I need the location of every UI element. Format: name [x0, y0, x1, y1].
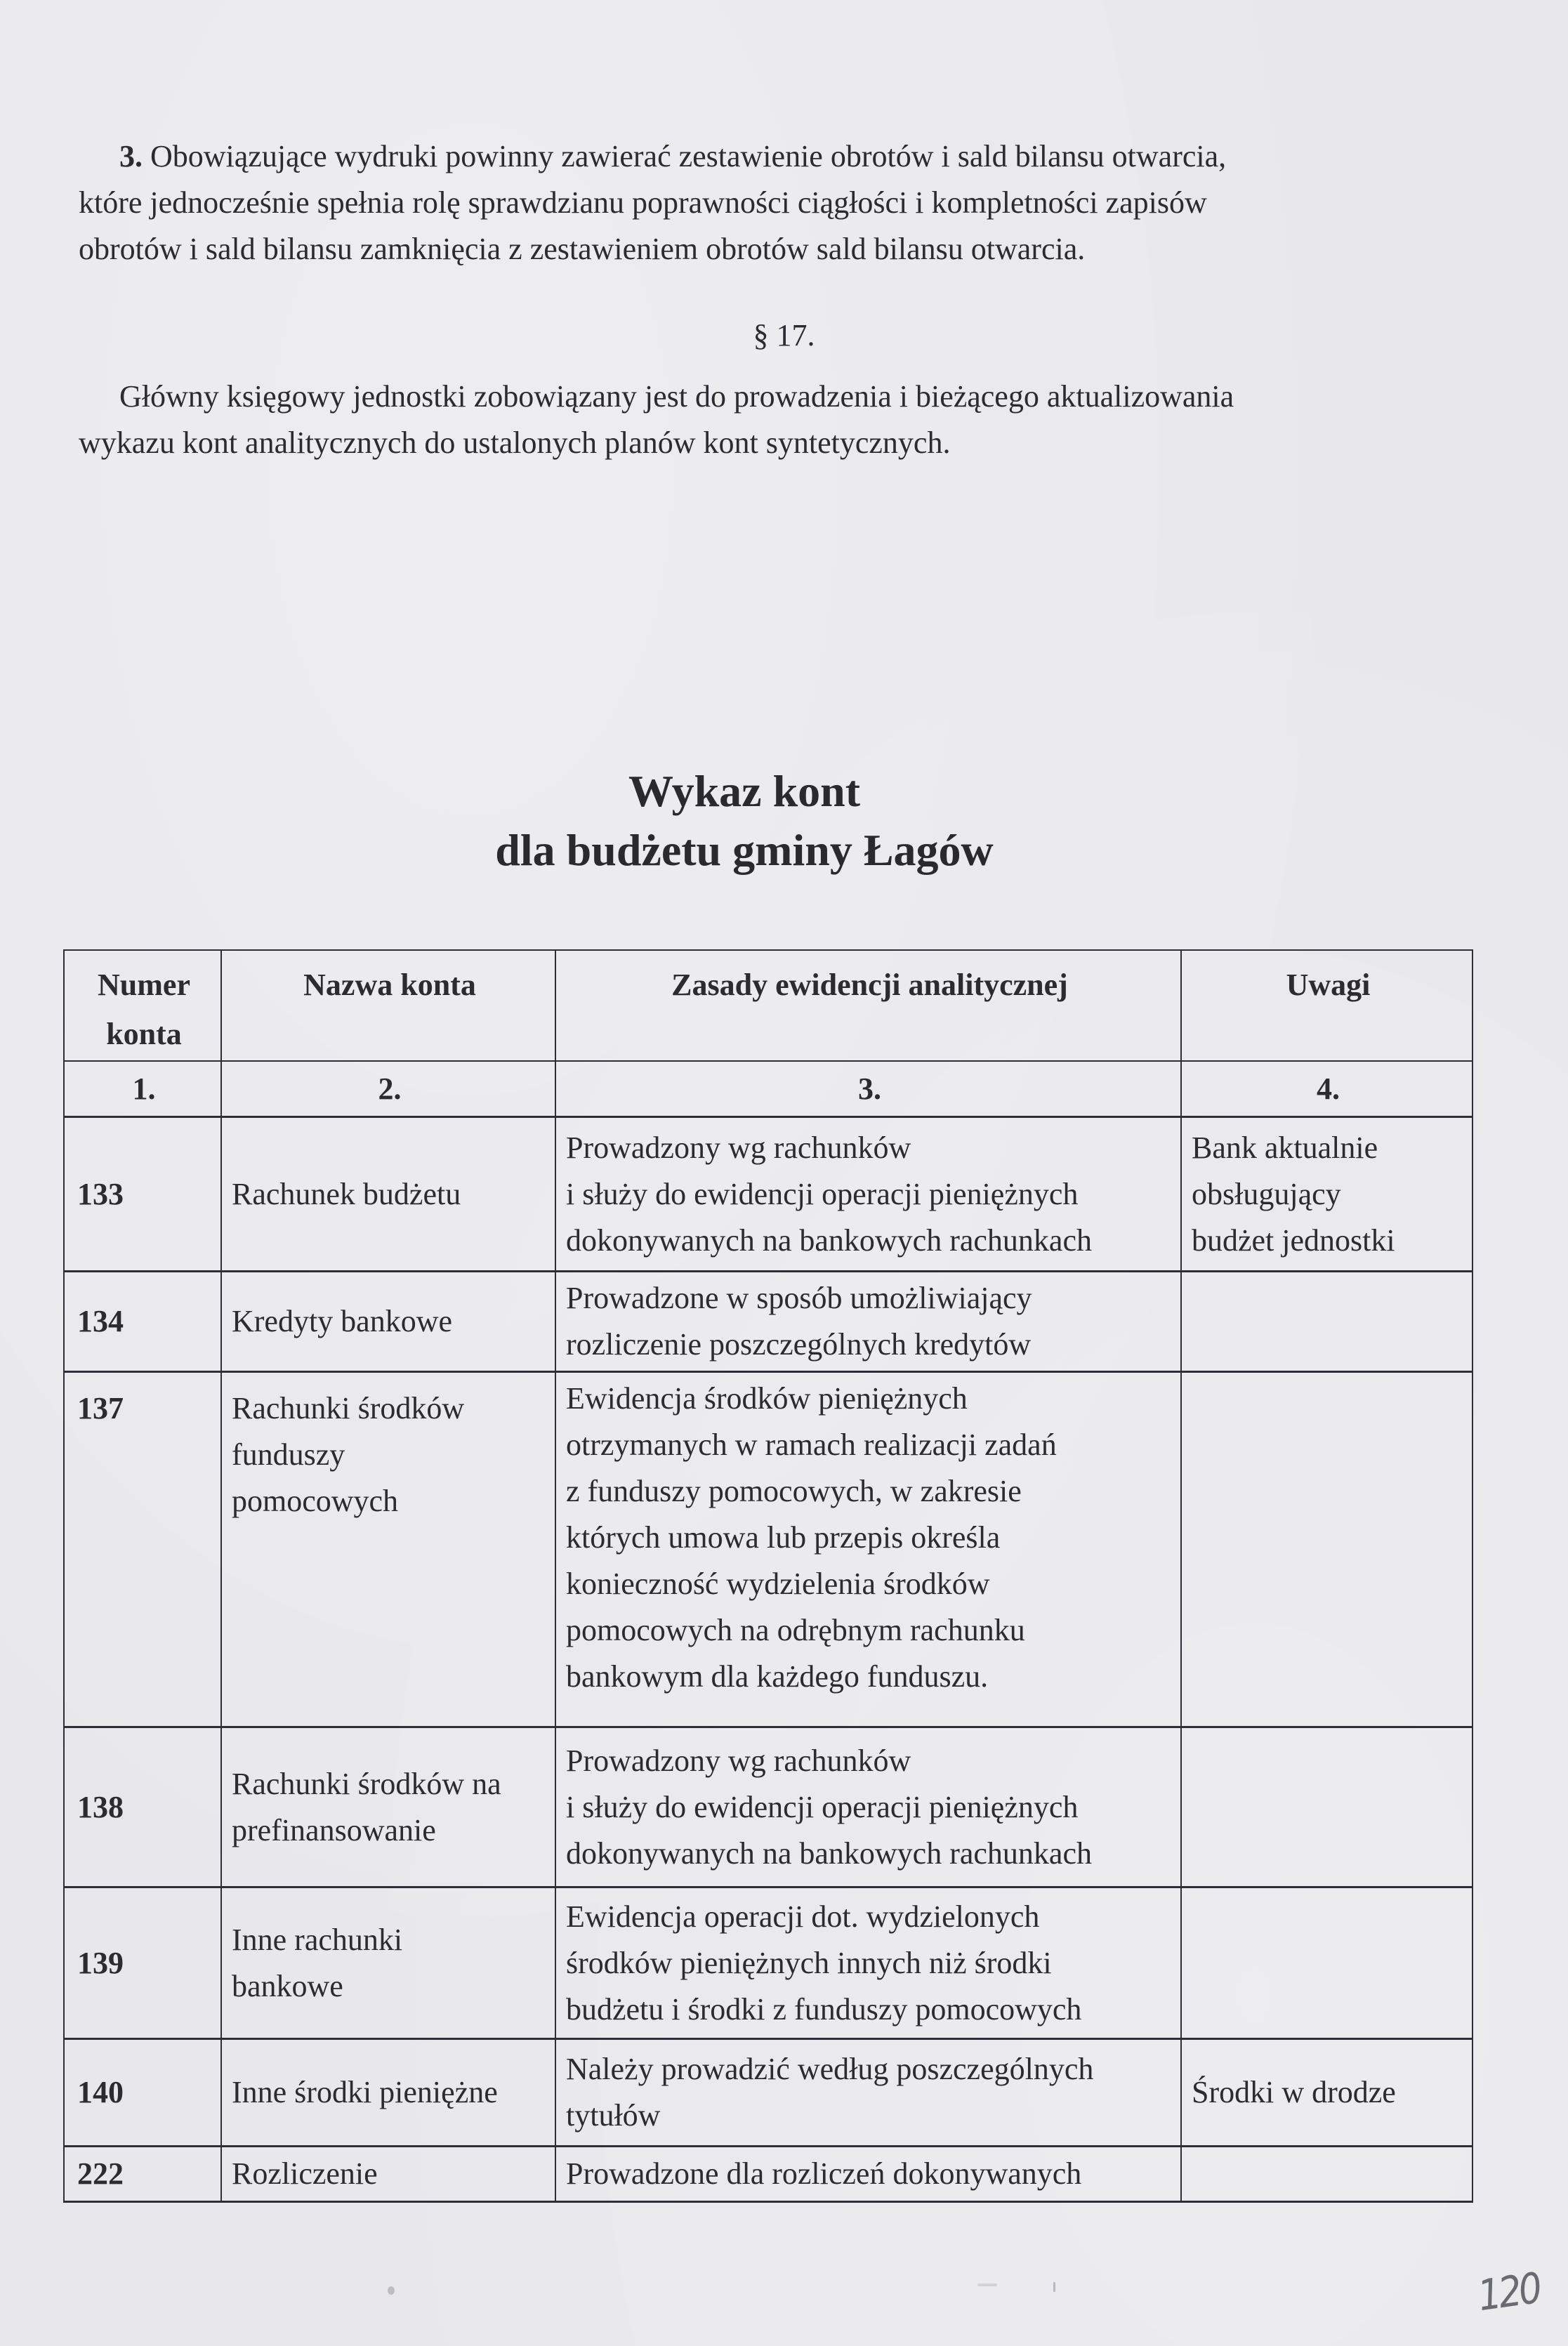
document-title-line-2: dla budżetu gminy Łagów — [495, 825, 994, 875]
analytical-rules: Prowadzony wg rachunków i służy do ewidencji operacji pieniężnych dokonywanych na bankowych rachunkach — [555, 1727, 1181, 1887]
paragraph-3-line-2: które jednocześnie spełnia rolę sprawdzianu poprawności ciągłości i kompletności zapisów — [79, 185, 1207, 220]
account-number: 137 — [64, 1372, 221, 1727]
notes — [1181, 2147, 1473, 2202]
paragraph-number: 3. — [119, 139, 143, 173]
analytical-rules: Ewidencja operacji dot. wydzielonych środków pieniężnych innych niż środki budżetu i środki z funduszy pomocowych — [555, 1887, 1181, 2039]
scan-smudge — [1053, 2282, 1055, 2292]
section-17-body — [79, 374, 1413, 466]
account-name: Inne środki pieniężne — [221, 2039, 555, 2147]
paragraph-3-line-3: obrotów i sald bilansu zamknięcia z zestawieniem obrotów sald bilansu otwarcia. — [79, 232, 1086, 266]
account-name: Rachunki środków na prefinansowanie — [221, 1727, 555, 1887]
account-name: Rachunki środków funduszy pomocowych — [221, 1372, 555, 1727]
account-name: Inne rachunki bankowe — [221, 1887, 555, 2039]
handwritten-page-number: 120 — [1475, 2264, 1543, 2321]
table-header-row — [64, 950, 1473, 1061]
table-row — [64, 1117, 1473, 1272]
section-17-heading: § 17. — [753, 318, 815, 352]
analytical-rules: Prowadzone dla rozliczeń dokonywanych — [555, 2147, 1181, 2202]
scan-smudge — [388, 2286, 395, 2295]
section-17-line-1: Główny księgowy jednostki zobowiązany jest do prowadzenia i bieżącego aktualizowania — [119, 379, 1234, 414]
header-analytical-rules: Zasady ewidencji analitycznej — [555, 950, 1181, 1061]
accounts-table — [63, 949, 1473, 2203]
document-title-line-1: Wykaz kont — [628, 766, 861, 816]
section-17-line-2: wykazu kont analitycznych do ustalonych planów kont syntetycznych. — [79, 426, 951, 460]
table-row — [64, 2039, 1473, 2147]
notes — [1181, 1272, 1473, 1372]
column-numbering-row — [64, 1061, 1473, 1117]
account-name: Rachunek budżetu — [221, 1117, 555, 1272]
account-number: 140 — [64, 2039, 221, 2147]
column-number-4: 4. — [1181, 1061, 1473, 1117]
analytical-rules: Prowadzony wg rachunków i służy do ewidencji operacji pieniężnych dokonywanych na bankowych rachunkach — [555, 1117, 1181, 1272]
account-number: 138 — [64, 1727, 221, 1887]
column-number-2: 2. — [221, 1061, 555, 1117]
paragraph-3-line-1: 3. Obowiązujące wydruki powinny zawierać zestawienie obrotów i sald bilansu otwarcia, — [119, 139, 1227, 173]
header-notes: Uwagi — [1181, 950, 1473, 1061]
paragraph-3 — [79, 133, 1413, 272]
table-row — [64, 2147, 1473, 2202]
account-number: 139 — [64, 1887, 221, 2039]
table-row — [64, 1727, 1473, 1887]
column-number-1: 1. — [64, 1061, 221, 1117]
analytical-rules: Ewidencja środków pieniężnych otrzymanych w ramach realizacji zadań z funduszy pomocowych, w zakresie których umowa lub przepis określa konieczność wydzielenia środków pomocowych na odrębnym rachunku bankowym dla każdego funduszu. — [555, 1372, 1181, 1727]
analytical-rules: Prowadzone w sposób umożliwiający rozliczenie poszczególnych kredytów — [555, 1272, 1181, 1372]
notes — [1181, 1887, 1473, 2039]
account-number: 134 — [64, 1272, 221, 1372]
notes: Środki w drodze — [1181, 2039, 1473, 2147]
header-account-name: Nazwa konta — [221, 950, 555, 1061]
table-row — [64, 1272, 1473, 1372]
table-row — [64, 1372, 1473, 1727]
notes — [1181, 1727, 1473, 1887]
notes: Bank aktualnie obsługujący budżet jednostki — [1181, 1117, 1473, 1272]
analytical-rules: Należy prowadzić według poszczególnych tytułów — [555, 2039, 1181, 2147]
account-name: Rozliczenie — [221, 2147, 555, 2202]
table-row — [64, 1887, 1473, 2039]
account-number: 133 — [64, 1117, 221, 1272]
column-number-3: 3. — [555, 1061, 1181, 1117]
header-account-number: Numer konta — [64, 950, 221, 1061]
scan-smudge — [977, 2284, 997, 2286]
account-name: Kredyty bankowe — [221, 1272, 555, 1372]
notes — [1181, 1372, 1473, 1727]
account-number: 222 — [64, 2147, 221, 2202]
